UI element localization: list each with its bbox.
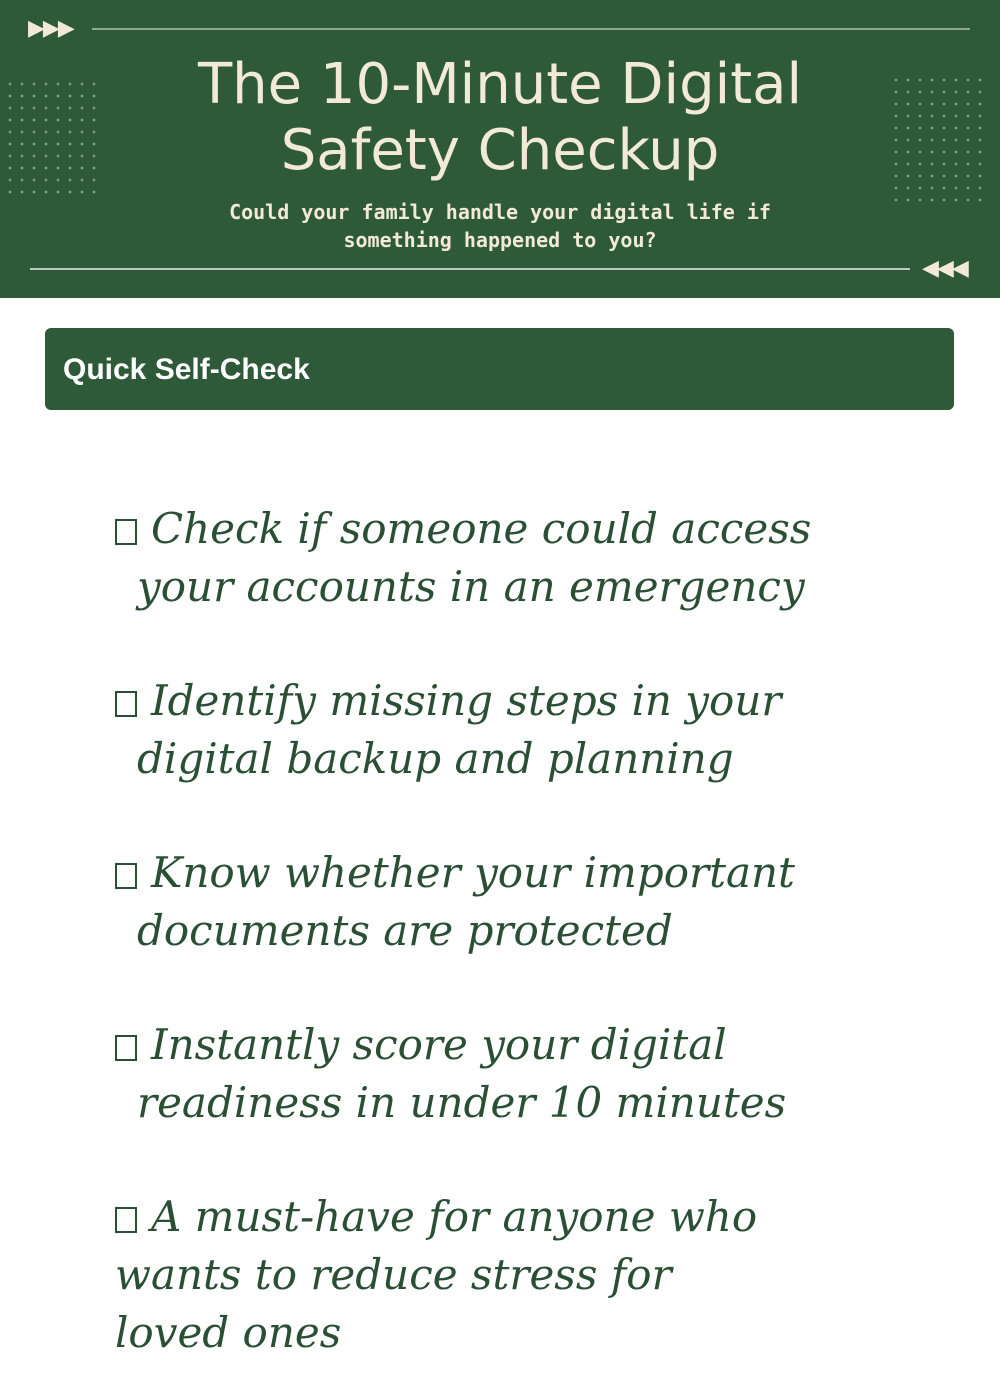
section-header <box>45 328 954 410</box>
grid-dot <box>967 199 970 202</box>
item-line-3: loved ones <box>115 1308 342 1357</box>
grid-dot <box>919 187 922 190</box>
list-item <box>115 672 915 788</box>
item-line-1: Instantly score your digital <box>151 1020 727 1069</box>
grid-dot <box>943 187 946 190</box>
grid-dot <box>57 191 60 194</box>
grid-dot <box>919 199 922 202</box>
grid-dot <box>81 191 84 194</box>
grid-dot <box>907 187 910 190</box>
subtitle-line-2: something happened to you? <box>343 228 657 252</box>
checkbox-icon <box>115 691 137 717</box>
subtitle-line-1: Could your family handle your digital life if <box>229 200 771 224</box>
top-divider-line <box>92 28 970 30</box>
grid-dot <box>931 199 934 202</box>
list-item <box>115 1016 915 1132</box>
grid-dot <box>907 199 910 202</box>
grid-dot <box>69 191 72 194</box>
triple-arrow-left-icon: ◀◀◀ <box>922 256 967 281</box>
item-line-2: digital backup and planning <box>137 734 734 783</box>
checkbox-icon <box>115 1035 137 1061</box>
section-title: Quick Self-Check <box>63 353 310 386</box>
grid-dot <box>931 187 934 190</box>
item-line-2: wants to reduce stress for <box>115 1250 672 1299</box>
grid-dot <box>895 199 898 202</box>
triple-arrow-right-icon: ▶▶▶ <box>28 16 73 41</box>
item-line-1: Identify missing steps in your <box>151 676 782 725</box>
list-item <box>115 844 915 960</box>
grid-dot <box>955 199 958 202</box>
grid-dot <box>45 191 48 194</box>
list-item <box>115 500 915 616</box>
title-line-2: Safety Checkup <box>280 118 720 183</box>
item-line-1: A must-have for anyone who <box>151 1192 758 1241</box>
grid-dot <box>955 187 958 190</box>
grid-dot <box>979 187 982 190</box>
header-banner <box>0 0 1000 298</box>
grid-dot <box>943 199 946 202</box>
checkbox-icon <box>115 519 137 545</box>
grid-dot <box>21 191 24 194</box>
item-line-1: Check if someone could access <box>151 504 812 553</box>
grid-dot <box>9 191 12 194</box>
page-subtitle <box>180 198 820 254</box>
item-line-2: your accounts in an emergency <box>137 562 805 611</box>
grid-dot <box>33 191 36 194</box>
bottom-divider-line <box>30 268 910 270</box>
title-line-1: The 10-Minute Digital <box>197 52 803 117</box>
item-line-2: documents are protected <box>137 906 673 955</box>
grid-dot <box>895 187 898 190</box>
grid-dot <box>93 191 96 194</box>
grid-dot <box>979 199 982 202</box>
checkbox-icon <box>115 863 137 889</box>
grid-dot <box>967 187 970 190</box>
checklist <box>115 500 915 1362</box>
page-title <box>0 52 1000 184</box>
item-line-2: readiness in under 10 minutes <box>137 1078 787 1127</box>
list-item <box>115 1188 915 1362</box>
checkbox-icon <box>115 1207 137 1233</box>
item-line-1: Know whether your important <box>151 848 795 897</box>
